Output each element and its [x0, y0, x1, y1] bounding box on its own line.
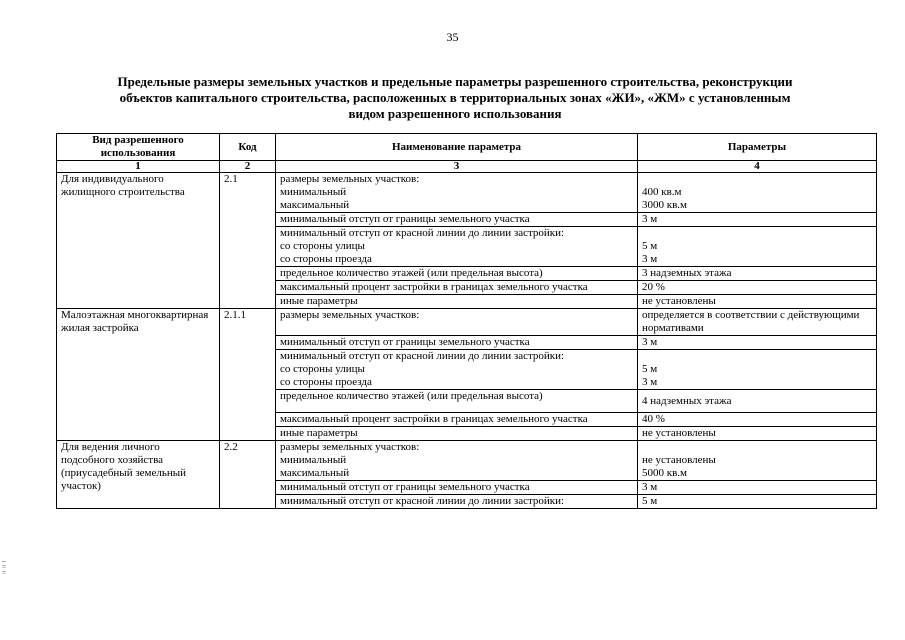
parameter-value-cell [638, 495, 877, 509]
parameter-name-line: минимальный отступ от красной линии до линии застройки: [280, 227, 565, 239]
parameter-name-line: предельное количество этажей (или предельная высота) [280, 390, 543, 402]
parameter-value-cell [638, 336, 877, 350]
code-cell: 2.1 [220, 173, 276, 309]
parameter-name-cell [276, 413, 638, 427]
code-cell: 2.2 [220, 441, 276, 509]
parameter-value-line: 5000 кв.м [642, 467, 687, 479]
parameter-name-cell [276, 441, 638, 481]
column-number: 3 [276, 161, 638, 173]
column-number: 4 [638, 161, 877, 173]
parameter-name-line: со стороны улицы [280, 363, 365, 375]
parameter-name-line: минимальный отступ от красной линии до линии застройки: [280, 495, 565, 507]
parameter-value-line: 3 м [642, 481, 658, 493]
parameter-name-line: иные параметры [280, 295, 358, 307]
document-title [55, 74, 855, 122]
parameter-name-cell [276, 173, 638, 213]
parameter-name-line: размеры земельных участков: [280, 173, 420, 185]
title-line: видом разрешенного использования [348, 106, 562, 121]
parameter-value-line: 3000 кв.м [642, 199, 687, 211]
parameter-value-cell [638, 413, 877, 427]
parameter-value-cell [638, 441, 877, 481]
parameters-table [56, 133, 877, 509]
parameter-name-cell [276, 336, 638, 350]
parameter-value-line: не установлены [642, 295, 716, 307]
parameter-value-cell [638, 213, 877, 227]
parameter-name-cell [276, 350, 638, 390]
header-parameter-name: Наименование параметра [276, 134, 638, 161]
parameter-name-cell [276, 213, 638, 227]
parameter-value-cell [638, 427, 877, 441]
table-row [57, 441, 877, 481]
parameter-name-cell [276, 227, 638, 267]
table-row [57, 309, 877, 336]
title-line: объектов капитального строительства, расположенных в территориальных зонах «ЖИ», «ЖМ» с установленным [119, 90, 791, 105]
parameter-value-line: не установлены [642, 454, 716, 466]
parameter-name-line: иные параметры [280, 427, 358, 439]
title-line: Предельные размеры земельных участков и предельные параметры разрешенного строительства, реконструкции [117, 74, 793, 89]
parameter-value-line: 40 % [642, 413, 665, 425]
use-type-cell: Для ведения личного подсобного хозяйства (приусадебный земельный участок) [57, 441, 220, 509]
parameter-name-line: со стороны проезда [280, 253, 372, 265]
parameter-value-line [642, 350, 872, 363]
parameter-name-line: минимальный отступ от границы земельного участка [280, 213, 530, 225]
parameter-value-cell [638, 227, 877, 267]
parameter-name-line: максимальный процент застройки в границах земельного участка [280, 413, 588, 425]
parameter-value-cell [638, 390, 877, 413]
code-cell: 2.1.1 [220, 309, 276, 441]
parameter-value-line: 5 м [642, 363, 658, 375]
parameter-name-cell [276, 427, 638, 441]
parameter-name-cell [276, 309, 638, 336]
header-code: Код [220, 134, 276, 161]
parameter-value-line: 5 м [642, 240, 658, 252]
header-use: Вид разрешенного использования [57, 134, 220, 161]
parameter-name-cell [276, 295, 638, 309]
parameter-value-cell [638, 309, 877, 336]
parameter-value-line: 400 кв.м [642, 186, 682, 198]
parameter-value-cell [638, 481, 877, 495]
parameter-name-line: размеры земельных участков: [280, 309, 420, 321]
parameter-value-line: 3 надземных этажа [642, 267, 732, 279]
parameter-value-cell [638, 295, 877, 309]
parameter-name-line: минимальный отступ от границы земельного участка [280, 481, 530, 493]
parameter-value-line [642, 227, 872, 240]
parameter-value-cell [638, 173, 877, 213]
parameter-name-line: максимальный [280, 199, 350, 211]
column-number: 1 [57, 161, 220, 173]
parameter-name-line: минимальный отступ от красной линии до линии застройки: [280, 350, 565, 362]
parameter-name-cell [276, 267, 638, 281]
parameter-value-line: 4 надземных этажа [642, 394, 732, 407]
use-type-cell: Для индивидуального жилищного строительства [57, 173, 220, 309]
parameter-value-line: определяется в соответствии с действующими нормативами [642, 309, 860, 334]
parameter-name-line [280, 322, 633, 335]
parameter-name-line: со стороны улицы [280, 240, 365, 252]
parameter-name-line: размеры земельных участков: [280, 441, 420, 453]
parameter-value-cell [638, 281, 877, 295]
parameter-name-cell [276, 281, 638, 295]
use-type-cell: Малоэтажная многоквартирная жилая застройка [57, 309, 220, 441]
parameter-name-line: со стороны проезда [280, 376, 372, 388]
parameter-value-line: 3 м [642, 213, 658, 225]
parameter-value-line: 20 % [642, 281, 665, 293]
parameter-value-line: 5 м [642, 495, 658, 507]
parameter-name-line: максимальный процент застройки в границах земельного участка [280, 281, 588, 293]
parameter-value-cell [638, 267, 877, 281]
margin-scan-mark: – = = [2, 557, 6, 577]
parameter-name-cell [276, 390, 638, 413]
header-parameters: Параметры [638, 134, 877, 161]
parameter-value-line: 3 м [642, 336, 658, 348]
parameter-name-cell [276, 495, 638, 509]
column-number: 2 [220, 161, 276, 173]
parameter-value-line [642, 441, 872, 454]
parameter-value-line: 3 м [642, 253, 658, 265]
parameter-name-line: минимальный [280, 186, 347, 198]
table-body [57, 173, 877, 509]
parameter-value-line [642, 173, 872, 186]
parameter-name-line: минимальный [280, 454, 347, 466]
parameter-value-line: 3 м [642, 376, 658, 388]
parameter-name-line: максимальный [280, 467, 350, 479]
parameter-value-cell [638, 350, 877, 390]
table-row [57, 173, 877, 213]
parameter-name-cell [276, 481, 638, 495]
parameter-name-line: минимальный отступ от границы земельного участка [280, 336, 530, 348]
parameter-name-line: предельное количество этажей (или предельная высота) [280, 267, 543, 279]
page-number: 35 [446, 30, 459, 44]
parameter-value-line: не установлены [642, 427, 716, 439]
